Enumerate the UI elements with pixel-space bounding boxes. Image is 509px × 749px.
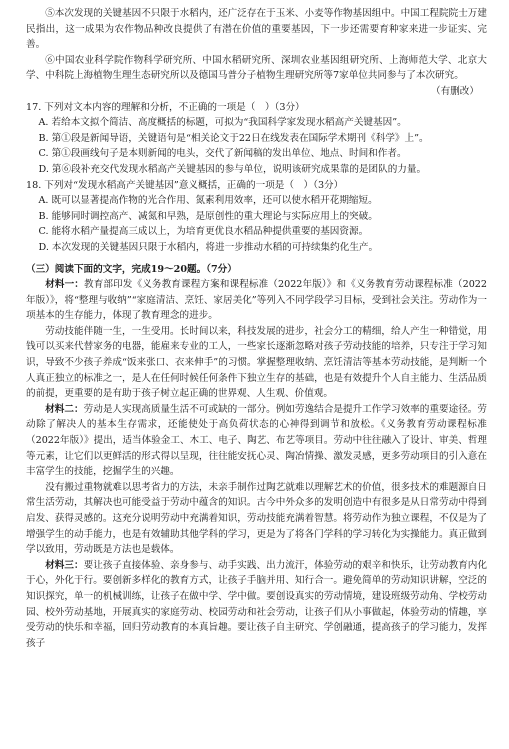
material-3-text: 要让孩子直接体验、亲身参与、动手实践、出力流汗，体验劳动的艰辛和快乐，让劳动教育内化于心，外化于行。要创新多样化的教育方式，让孩子手脑并用、知行合一。避免简单的劳动知识讲解，空泛的知识探究，单一的机械训练，让孩子在做中学、学中做。要创设真实的劳动情境，建设班级劳动角、学校劳动园、校外劳动基地，开展真实的家庭劳动、校园劳动和社会劳动，让孩子们从小事做起，体验劳动的情趣，享受劳动的快乐和幸福，回归劳动教育的本真旨趣。要让孩子自主研究、学创融通，提高孩子的学习能力，发挥孩子 <box>26 559 488 649</box>
question-18-option-a: A. 既可以显著提高作物的光合作用、氮素利用效率，还可以使水稻开花期缩短。 <box>38 195 378 207</box>
source-note: （有删改） <box>431 85 479 97</box>
material-2-text: 劳动是人实现高质量生活不可或缺的一部分。例如劳逸结合是提升工作学习效率的重要途径。劳动除了解决人的基本生存需求，还能使处于高负荷状态的心神得到调节和放松。《义务教育劳动课程标准（2022年版）》提出，适当体验金工、木工、电子、陶艺、布艺等项目。劳动中往往融入了设计、审美、哲理等元素，让它们以更鲜活的形式得以呈现，往往能安抚心灵、陶冶情操、激发灵感，更多劳动项目的引入意在丰富学生的技能，挖掘学生的兴趣。 <box>26 403 488 478</box>
question-17-option-d: D. 第⑥段补充交代发现水稻高产关键基因的参与单位，说明该研究成果靠的是团队的力量。 <box>38 163 427 175</box>
material-1-text: 教育部印发《义务教育课程方案和课程标准（2022年版）》和《义务教育劳动课程标准（2022年版）》，将“整理与收纳”“家庭清洁、烹饪、家居美化”等列入不同学段学习目标，受到社会关注。劳动作为一项基本的生存能力，体现了教育理念的进步。 <box>26 279 488 322</box>
question-17-option-a: A. 若给本文拟个简洁、高度概括的标题，可拟为“我国科学家发现水稻高产关键基因”。 <box>38 117 407 129</box>
material-1-label: 材料一： <box>45 279 84 291</box>
material-3-paragraph-1 <box>26 558 487 652</box>
section-3-heading: （三）阅读下面的文字，完成19～20题。（7分） <box>26 263 237 275</box>
question-18-option-b: B. 能够同时调控高产、减氮和早熟，是原创性的重大理论与实际应用上的突破。 <box>38 210 378 222</box>
question-18-option-d: D. 本次发现的关键基因只限于水稻内，将进一步推动水稻的可持续集约化生产。 <box>38 241 379 253</box>
material-1-paragraph-2: 劳动技能伴随一生，一生受用。长时间以来，科技发展的进步，社会分工的精细，给人产生一种错觉，用钱可以买来代替家务的电器，能雇来专业的工人，一些家长逐渐忽略对孩子劳动技能的培养，只专注于学习知识，导致不少孩子养成“饭来张口、衣来伸手”的习惯。掌握整理收纳、烹饪清洁等基本劳动技能，是判断一个人真正独立的标准之一，是人在任何时候任何条件下独立生存的基础，也是有效提升个人自主能力、生活品质的前提，更重要的是有助于孩子树立起正确的世界观、人生观、价值观。 <box>26 325 487 400</box>
material-3-label: 材料三： <box>45 559 84 571</box>
question-17-option-c: C. 第①段画线句子是本则新闻的电头，交代了新闻稿的发出单位、地点、时间和作者。 <box>38 148 407 160</box>
question-18-stem: 18. 下列对“发现水稻高产关键基因”意义概括，正确的一项是（ ）（3分） <box>26 179 344 191</box>
paragraph-5: ⑤本次发现的关键基因不只限于水稻内，还广泛存在于玉米、小麦等作物基因组中。中国工程院院士万建民指出，这一成果为农作物品种改良提供了有潜在价值的重要基因，下一步还需要育种家来进一步证实、完善。 <box>26 8 487 51</box>
material-2-paragraph-1 <box>26 402 487 480</box>
paragraph-6: ⑥中国农业科学院作物科学研究所、中国水稻研究所、深圳农业基因组研究所、上海师范大学、北京大学、中科院上海植物生理生态研究所以及德国马普分子植物生理研究所等7家单位共同参与了本次研究。 <box>26 54 487 82</box>
question-18-option-c: C. 能将水稻产量提高三成以上，为培育更优良水稻品种提供重要的基因资源。 <box>38 226 369 238</box>
material-2-paragraph-2: 没有搬过重物就难以思考省力的方法，未亲手制作过陶艺就难以理解艺术的价值，很多技术的难题源自日常生活劳动，其解决也可能受益于劳动中蕴含的知识。古今中外众多的发明创造中有很多是从日常劳动中得到启发、获得灵感的。这充分说明劳动中充满着知识，劳动技能充满着智慧。将劳动作为独立课程，不仅是为了增强学生的动手能力，也是有效辅助其他学科的学习，更是为了将各门学科的学习转化为实操能力。真正做到学以致用，劳动既是方法也是载体。 <box>26 481 487 556</box>
question-17-stem: 17. 下列对文本内容的理解和分析，不正确的一项是（ ）（3分） <box>26 101 305 113</box>
question-17-option-b: B. 第①段是新闻导语，关键语句是“相关论文于22日在线发表在国际学术期刊《科学》上”。 <box>38 132 429 144</box>
material-2-label: 材料二： <box>45 403 84 415</box>
material-1-paragraph-1 <box>26 277 487 324</box>
